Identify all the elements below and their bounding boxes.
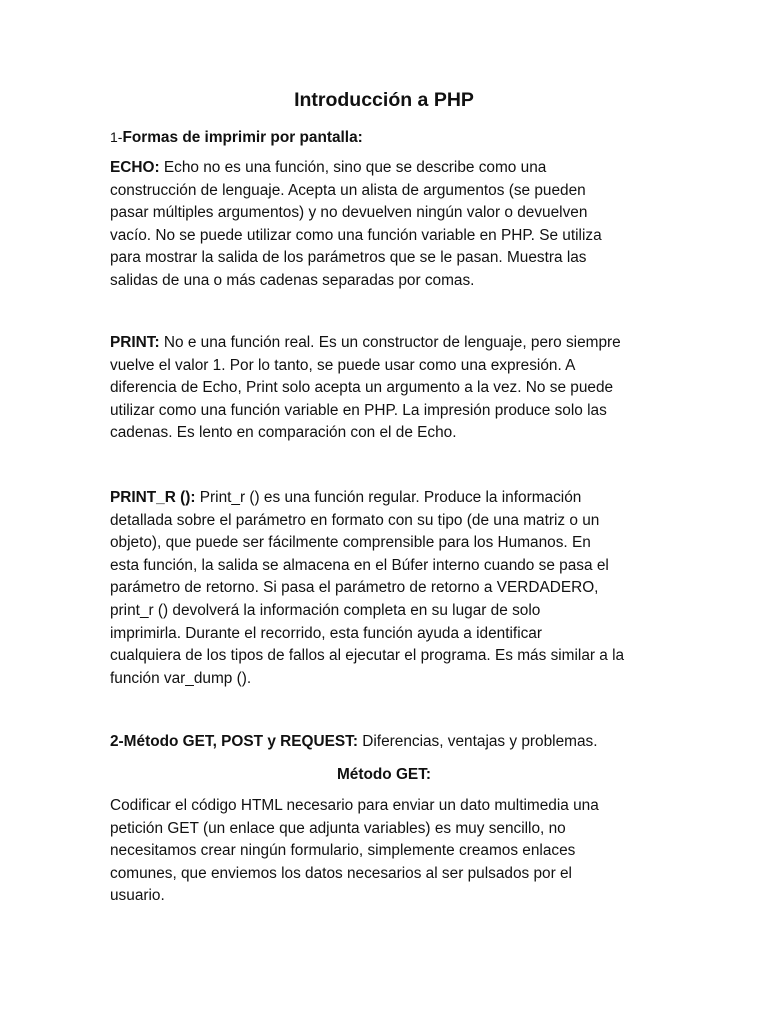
print-r-term: PRINT_R (): (110, 489, 196, 506)
section-1-heading (110, 126, 666, 150)
print-r-line-3: objeto), que puede ser fácilmente comprensible para los Humanos. En (110, 534, 591, 552)
echo-line-4: vacío. No se puede utilizar como una función variable en PHP. Se utiliza (110, 226, 602, 244)
echo-line-1: ECHO: Echo no es una función, sino que se describe como una (110, 159, 547, 176)
print-line-1: PRINT: No e una función real. Es un constructor de lenguaje, pero siempre (110, 334, 621, 351)
echo-line-6: salidas de una o más cadenas separadas por comas. (110, 271, 475, 289)
get-line-4: comunes, que enviemos los datos necesarios al ser pulsados por el (110, 864, 572, 882)
get-line-5: usuario. (110, 887, 165, 905)
section-1-number: 1- (110, 129, 123, 145)
echo-line-5: para mostrar la salida de los parámetros que se le pasan. Muestra las (110, 249, 587, 267)
print-line-5: cadenas. Es lento en comparación con el de Echo. (110, 424, 457, 442)
get-line-3: necesitamos crear ningún formulario, simplemente creamos enlaces (110, 842, 576, 860)
get-heading: Método GET: (336, 766, 432, 783)
echo-line-3: pasar múltiples argumentos) y no devuelven ningún valor o devuelven (110, 204, 588, 222)
print-line-3: diferencia de Echo, Print solo acepta un argumento a la vez. No se puede (110, 379, 614, 397)
echo-line-2: construcción de lenguaje. Acepta un alista de argumentos (se pueden (110, 181, 586, 199)
print-r-line-5: parámetro de retorno. Si pasa el parámetro de retorno a VERDADERO, (110, 579, 599, 597)
section-2-text: Diferencias, ventajas y problemas. (357, 733, 598, 750)
print-r-line-9: función var_dump (). (110, 669, 252, 687)
get-line-1: Codificar el código HTML necesario para enviar un dato multimedia una (110, 797, 599, 814)
document-title: Introducción a PHP (294, 89, 474, 111)
print-line-4: utilizar como una función variable en PHP. La impresión produce solo las (110, 401, 607, 419)
get-line-2: petición GET (un enlace que adjunta variables) es muy sencillo, no (110, 819, 566, 837)
print-r-line-4: esta función, la salida se almacena en el Búfer interno cuando se pasa el (110, 556, 609, 574)
get-paragraph (110, 795, 666, 908)
section-1-heading-text: Formas de imprimir por pantalla: (122, 129, 363, 146)
section-2-heading (110, 731, 666, 754)
print-r-paragraph (110, 487, 666, 690)
print-r-line-6: print_r () devolverá la información completa en su lugar de solo (110, 601, 541, 619)
print-term: PRINT: (110, 334, 160, 351)
print-r-line-8: cualquiera de los tipos de fallos al ejecutar el programa. Es más similar a la (110, 647, 625, 665)
section-2-heading-text: 2-Método GET, POST y REQUEST: (110, 733, 358, 750)
print-r-line-2: detallada sobre el parámetro en formato con su tipo (de una matriz o un (110, 511, 600, 529)
echo-term: ECHO: (110, 159, 160, 176)
echo-paragraph (110, 157, 666, 293)
print-paragraph (110, 332, 666, 445)
print-line-2: vuelve el valor 1. Por lo tanto, se puede usar como una expresión. A (110, 356, 576, 374)
print-r-line-1: PRINT_R (): Print_r () es una función regular. Produce la información (110, 489, 582, 506)
print-r-line-7: imprimirla. Durante el recorrido, esta función ayuda a identificar (110, 624, 542, 642)
